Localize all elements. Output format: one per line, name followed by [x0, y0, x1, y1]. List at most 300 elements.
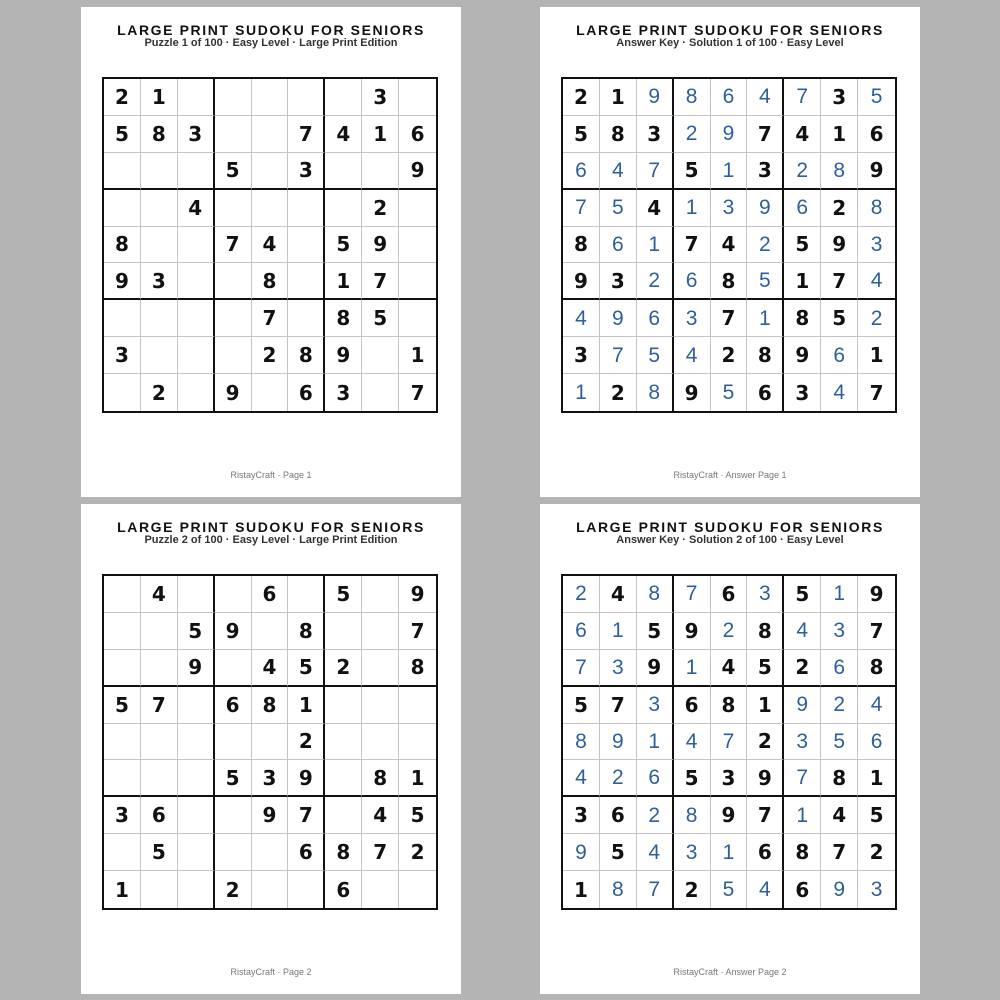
- empty-cell: [178, 760, 215, 797]
- given-cell: 6: [858, 116, 895, 153]
- empty-cell: [362, 871, 399, 908]
- solution-cell: 4: [637, 834, 674, 871]
- empty-cell: [178, 374, 215, 411]
- given-cell: 8: [288, 613, 325, 650]
- empty-cell: [399, 300, 436, 337]
- sudoku-solution-grid: [561, 77, 897, 413]
- given-cell: 2: [674, 871, 711, 908]
- empty-cell: [215, 337, 252, 374]
- given-cell: 1: [858, 337, 895, 374]
- given-cell: 6: [399, 116, 436, 153]
- given-cell: 2: [858, 834, 895, 871]
- solution-cell: 2: [711, 613, 748, 650]
- given-cell: 9: [399, 576, 436, 613]
- empty-cell: [288, 263, 325, 300]
- given-cell: 1: [325, 263, 362, 300]
- solution-cell: 3: [637, 687, 674, 724]
- empty-cell: [252, 613, 289, 650]
- solution-cell: 1: [674, 650, 711, 687]
- given-cell: 3: [362, 79, 399, 116]
- page-footer: RistayCraft · Answer Page 1: [673, 470, 787, 480]
- page-subtitle: Puzzle 2 of 100 · Easy Level · Large Print Edition: [144, 534, 398, 546]
- empty-cell: [141, 871, 178, 908]
- empty-cell: [141, 650, 178, 687]
- given-cell: 7: [674, 227, 711, 264]
- empty-cell: [141, 300, 178, 337]
- puzzle-page-2: [81, 504, 461, 994]
- solution-cell: 4: [821, 374, 858, 411]
- page-footer: RistayCraft · Answer Page 2: [673, 967, 787, 977]
- solution-cell: 2: [858, 300, 895, 337]
- empty-cell: [104, 760, 141, 797]
- solution-cell: 7: [600, 337, 637, 374]
- empty-cell: [104, 300, 141, 337]
- given-cell: 7: [600, 687, 637, 724]
- solution-cell: 3: [870, 878, 883, 902]
- solution-cell: 1: [600, 613, 637, 650]
- empty-cell: [141, 337, 178, 374]
- given-cell: 1: [600, 79, 637, 116]
- empty-cell: [141, 724, 178, 761]
- given-cell: 5: [563, 687, 600, 724]
- given-cell: 7: [362, 834, 399, 871]
- page-title: LARGE PRINT SUDOKU FOR SENIORS: [576, 22, 884, 38]
- given-cell: 1: [399, 337, 436, 374]
- given-cell: 5: [821, 300, 858, 337]
- empty-cell: [288, 79, 325, 116]
- solution-cell: 4: [784, 613, 821, 650]
- answer-page-2: [540, 504, 920, 994]
- solution-cell: 3: [821, 613, 858, 650]
- page-footer: RistayCraft · Page 1: [230, 470, 312, 480]
- given-cell: 8: [784, 300, 821, 337]
- solution-cell: 8: [600, 871, 637, 908]
- given-cell: 4: [362, 797, 399, 834]
- empty-cell: [252, 724, 289, 761]
- empty-cell: [252, 153, 289, 190]
- empty-cell: [288, 871, 325, 908]
- empty-cell: [399, 227, 436, 264]
- given-cell: 3: [563, 797, 600, 834]
- given-cell: 1: [858, 760, 895, 797]
- solution-cell: 4: [563, 760, 600, 797]
- solution-cell: 7: [563, 650, 600, 687]
- solution-cell: 6: [674, 263, 711, 300]
- given-cell: 1: [104, 871, 141, 908]
- solution-cell: 9: [821, 871, 858, 908]
- given-cell: 2: [215, 871, 252, 908]
- solution-cell: 8: [858, 190, 895, 227]
- solution-cell: 4: [674, 337, 711, 374]
- given-cell: 9: [858, 153, 895, 190]
- given-cell: 1: [399, 760, 436, 797]
- solution-cell: 5: [747, 263, 784, 300]
- empty-cell: [215, 797, 252, 834]
- given-cell: 9: [362, 227, 399, 264]
- empty-cell: [399, 79, 436, 116]
- given-cell: 8: [858, 650, 895, 687]
- empty-cell: [399, 190, 436, 227]
- given-cell: 5: [858, 797, 895, 834]
- solution-cell: 4: [674, 724, 711, 761]
- given-cell: 4: [784, 116, 821, 153]
- empty-cell: [215, 190, 252, 227]
- solution-cell: 4: [747, 79, 784, 116]
- solution-cell: 2: [637, 797, 674, 834]
- puzzle-page-1: [81, 7, 461, 497]
- given-cell: 4: [178, 190, 215, 227]
- given-cell: 2: [563, 79, 600, 116]
- solution-cell: 1: [747, 300, 784, 337]
- empty-cell: [362, 576, 399, 613]
- empty-cell: [362, 724, 399, 761]
- given-cell: 3: [325, 374, 362, 411]
- empty-cell: [362, 337, 399, 374]
- solution-cell: 1: [674, 190, 711, 227]
- empty-cell: [178, 227, 215, 264]
- empty-cell: [362, 650, 399, 687]
- solution-cell: 2: [784, 153, 821, 190]
- given-cell: 2: [104, 79, 141, 116]
- empty-cell: [141, 227, 178, 264]
- solution-cell: 4: [858, 263, 895, 300]
- empty-cell: [141, 153, 178, 190]
- given-cell: 6: [784, 871, 821, 908]
- given-cell: 4: [325, 116, 362, 153]
- given-cell: 9: [215, 374, 252, 411]
- answer-page-1: [540, 7, 920, 497]
- empty-cell: [178, 300, 215, 337]
- solution-cell: 7: [711, 724, 748, 761]
- empty-cell: [215, 650, 252, 687]
- given-cell: 1: [784, 263, 821, 300]
- solution-cell: 6: [563, 613, 600, 650]
- page-subtitle: Answer Key · Solution 1 of 100 · Easy Level: [616, 37, 844, 49]
- solution-cell: 9: [747, 190, 784, 227]
- given-cell: 2: [362, 190, 399, 227]
- given-cell: 7: [288, 116, 325, 153]
- solution-cell: 1: [784, 797, 821, 834]
- empty-cell: [178, 153, 215, 190]
- given-cell: 7: [410, 380, 425, 405]
- given-cell: 1: [747, 687, 784, 724]
- empty-cell: [215, 834, 252, 871]
- solution-cell: 3: [674, 834, 711, 871]
- given-cell: 4: [141, 576, 178, 613]
- solution-cell: 9: [600, 724, 637, 761]
- given-cell: 2: [600, 374, 637, 411]
- solution-cell: 8: [674, 797, 711, 834]
- given-cell: 9: [399, 153, 436, 190]
- given-cell: 7: [252, 300, 289, 337]
- page-subtitle: Puzzle 1 of 100 · Easy Level · Large Print Edition: [144, 37, 398, 49]
- solution-cell: 6: [637, 300, 674, 337]
- solution-cell: 3: [711, 190, 748, 227]
- given-cell: 3: [178, 116, 215, 153]
- solution-cell: 1: [637, 724, 674, 761]
- given-cell: 5: [784, 227, 821, 264]
- empty-cell: [104, 613, 141, 650]
- solution-cell: 3: [674, 300, 711, 337]
- empty-cell: [178, 576, 215, 613]
- given-cell: 3: [141, 263, 178, 300]
- given-cell: 6: [747, 834, 784, 871]
- empty-cell: [252, 79, 289, 116]
- solution-cell: 2: [747, 227, 784, 264]
- given-cell: 9: [821, 227, 858, 264]
- empty-cell: [252, 190, 289, 227]
- empty-cell: [178, 834, 215, 871]
- given-cell: 5: [104, 116, 141, 153]
- solution-cell: 4: [600, 153, 637, 190]
- empty-cell: [288, 227, 325, 264]
- given-cell: 7: [141, 687, 178, 724]
- given-cell: 4: [821, 797, 858, 834]
- given-cell: 6: [674, 687, 711, 724]
- given-cell: 6: [141, 797, 178, 834]
- solution-cell: 5: [711, 871, 748, 908]
- empty-cell: [362, 687, 399, 724]
- given-cell: 9: [252, 797, 289, 834]
- given-cell: 7: [821, 834, 858, 871]
- given-cell: 5: [104, 687, 141, 724]
- given-cell: 5: [178, 613, 215, 650]
- given-cell: 3: [747, 153, 784, 190]
- empty-cell: [104, 374, 141, 411]
- solution-cell: 5: [711, 374, 748, 411]
- solution-cell: 9: [637, 79, 674, 116]
- empty-cell: [325, 153, 362, 190]
- given-cell: 6: [747, 374, 784, 411]
- empty-cell: [325, 687, 362, 724]
- given-cell: 8: [747, 337, 784, 374]
- empty-cell: [215, 576, 252, 613]
- empty-cell: [104, 650, 141, 687]
- given-cell: 9: [325, 337, 362, 374]
- empty-cell: [399, 724, 436, 761]
- given-cell: 7: [711, 300, 748, 337]
- given-cell: 1: [362, 116, 399, 153]
- empty-cell: [215, 263, 252, 300]
- given-cell: 2: [711, 337, 748, 374]
- given-cell: 7: [858, 613, 895, 650]
- solution-cell: 6: [563, 153, 600, 190]
- given-cell: 9: [563, 263, 600, 300]
- solution-cell: 5: [600, 190, 637, 227]
- solution-cell: 5: [858, 79, 895, 116]
- empty-cell: [215, 300, 252, 337]
- given-cell: 3: [637, 116, 674, 153]
- given-cell: 8: [563, 227, 600, 264]
- empty-cell: [104, 834, 141, 871]
- solution-cell: 8: [563, 724, 600, 761]
- solution-cell: 7: [784, 760, 821, 797]
- sudoku-solution-grid: [561, 574, 897, 910]
- given-cell: 9: [104, 263, 141, 300]
- empty-cell: [288, 576, 325, 613]
- empty-cell: [325, 760, 362, 797]
- empty-cell: [325, 190, 362, 227]
- given-cell: 5: [141, 834, 178, 871]
- solution-cell: 5: [821, 724, 858, 761]
- given-cell: 4: [600, 576, 637, 613]
- solution-cell: 3: [600, 650, 637, 687]
- solution-cell: 9: [784, 687, 821, 724]
- page-title: LARGE PRINT SUDOKU FOR SENIORS: [117, 22, 425, 38]
- given-cell: 5: [399, 797, 436, 834]
- given-cell: 3: [600, 263, 637, 300]
- solution-cell: 1: [637, 227, 674, 264]
- given-cell: 6: [288, 374, 325, 411]
- empty-cell: [178, 871, 215, 908]
- given-cell: 1: [141, 79, 178, 116]
- solution-cell: 9: [711, 116, 748, 153]
- page-footer: RistayCraft · Page 2: [230, 967, 312, 977]
- given-cell: 8: [399, 650, 436, 687]
- given-cell: 4: [711, 650, 748, 687]
- empty-cell: [104, 576, 141, 613]
- given-cell: 9: [637, 650, 674, 687]
- given-cell: 9: [674, 374, 711, 411]
- solution-cell: 8: [674, 79, 711, 116]
- solution-cell: 1: [821, 576, 858, 613]
- solution-cell: 7: [674, 576, 711, 613]
- given-cell: 9: [858, 576, 895, 613]
- solution-cell: 8: [637, 576, 674, 613]
- given-cell: 8: [784, 834, 821, 871]
- given-cell: 8: [288, 337, 325, 374]
- given-cell: 5: [215, 760, 252, 797]
- solution-cell: 4: [858, 687, 895, 724]
- given-cell: 9: [215, 613, 252, 650]
- solution-cell: 3: [747, 576, 784, 613]
- empty-cell: [141, 760, 178, 797]
- solution-cell: 3: [858, 227, 895, 264]
- solution-cell: 1: [711, 834, 748, 871]
- solution-cell: 3: [784, 724, 821, 761]
- given-cell: 8: [325, 834, 362, 871]
- solution-cell: 6: [821, 337, 858, 374]
- empty-cell: [104, 724, 141, 761]
- empty-cell: [325, 724, 362, 761]
- given-cell: 5: [784, 576, 821, 613]
- given-cell: 3: [821, 79, 858, 116]
- given-cell: 2: [747, 724, 784, 761]
- given-cell: 1: [821, 116, 858, 153]
- given-cell: 8: [325, 300, 362, 337]
- given-cell: 9: [784, 337, 821, 374]
- empty-cell: [399, 687, 436, 724]
- solution-cell: 6: [600, 227, 637, 264]
- given-cell: 6: [215, 687, 252, 724]
- given-cell: 2: [821, 190, 858, 227]
- empty-cell: [215, 79, 252, 116]
- solution-cell: 4: [747, 871, 784, 908]
- empty-cell: [178, 797, 215, 834]
- given-cell: 9: [674, 613, 711, 650]
- empty-cell: [141, 190, 178, 227]
- given-cell: 7: [215, 227, 252, 264]
- given-cell: 1: [288, 687, 325, 724]
- solution-cell: 6: [858, 724, 895, 761]
- solution-cell: 4: [563, 300, 600, 337]
- given-cell: 3: [563, 337, 600, 374]
- given-cell: 6: [600, 797, 637, 834]
- empty-cell: [288, 190, 325, 227]
- given-cell: 8: [711, 687, 748, 724]
- solution-cell: 7: [563, 190, 600, 227]
- given-cell: 2: [288, 724, 325, 761]
- empty-cell: [178, 337, 215, 374]
- given-cell: 8: [141, 116, 178, 153]
- given-cell: 2: [784, 650, 821, 687]
- given-cell: 8: [747, 613, 784, 650]
- solution-cell: 6: [784, 190, 821, 227]
- empty-cell: [252, 116, 289, 153]
- given-cell: 5: [674, 760, 711, 797]
- empty-cell: [104, 190, 141, 227]
- given-cell: 7: [399, 613, 436, 650]
- given-cell: 7: [821, 263, 858, 300]
- solution-cell: 2: [637, 263, 674, 300]
- sudoku-grid: [102, 574, 438, 910]
- given-cell: 3: [288, 153, 325, 190]
- given-cell: 9: [178, 650, 215, 687]
- given-cell: 8: [711, 263, 748, 300]
- given-cell: 3: [711, 760, 748, 797]
- given-cell: 5: [637, 613, 674, 650]
- empty-cell: [325, 79, 362, 116]
- solution-cell: 6: [637, 760, 674, 797]
- empty-cell: [399, 871, 436, 908]
- given-cell: 3: [104, 337, 141, 374]
- given-cell: 5: [674, 153, 711, 190]
- given-cell: 5: [215, 153, 252, 190]
- solution-cell: 2: [674, 116, 711, 153]
- page-subtitle: Answer Key · Solution 2 of 100 · Easy Level: [616, 534, 844, 546]
- empty-cell: [362, 374, 399, 411]
- given-cell: 7: [869, 380, 884, 405]
- empty-cell: [215, 116, 252, 153]
- given-cell: 4: [252, 227, 289, 264]
- given-cell: 2: [399, 834, 436, 871]
- solution-cell: 9: [563, 834, 600, 871]
- given-cell: 9: [711, 797, 748, 834]
- given-cell: 5: [747, 650, 784, 687]
- given-cell: 3: [104, 797, 141, 834]
- given-cell: 6: [288, 834, 325, 871]
- solution-cell: 7: [637, 153, 674, 190]
- solution-cell: 1: [563, 374, 600, 411]
- solution-cell: 2: [821, 687, 858, 724]
- solution-cell: 2: [563, 576, 600, 613]
- given-cell: 1: [563, 871, 600, 908]
- solution-cell: 8: [637, 374, 674, 411]
- given-cell: 6: [252, 576, 289, 613]
- empty-cell: [252, 374, 289, 411]
- empty-cell: [178, 79, 215, 116]
- given-cell: 4: [252, 650, 289, 687]
- page-title: LARGE PRINT SUDOKU FOR SENIORS: [576, 519, 884, 535]
- empty-cell: [252, 834, 289, 871]
- sudoku-grid: [102, 77, 438, 413]
- solution-cell: 6: [821, 650, 858, 687]
- given-cell: 9: [747, 760, 784, 797]
- solution-cell: 2: [600, 760, 637, 797]
- solution-cell: 9: [600, 300, 637, 337]
- given-cell: 8: [252, 687, 289, 724]
- given-cell: 8: [362, 760, 399, 797]
